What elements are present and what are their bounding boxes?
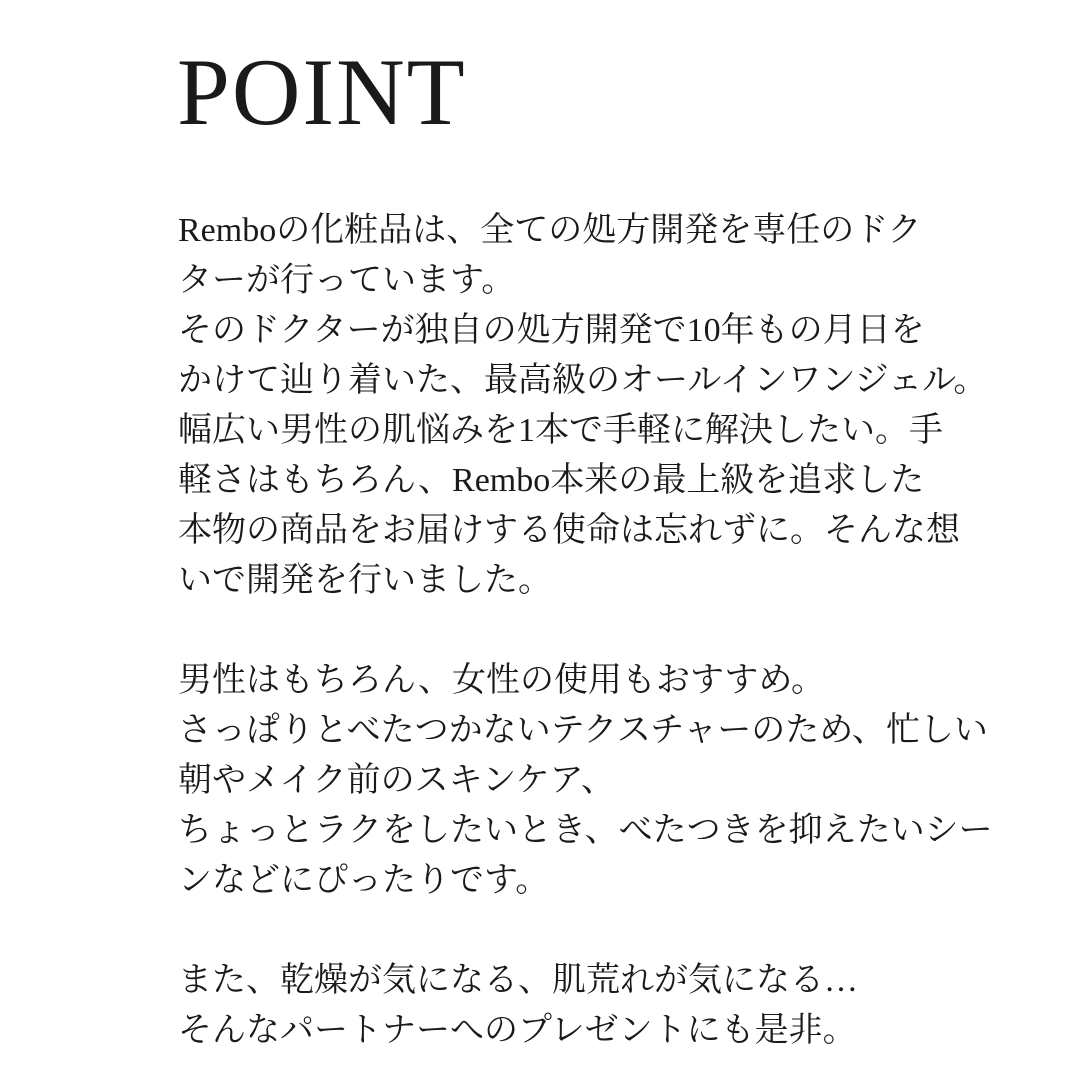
text-line: かけて辿り着いた、最高級のオールインワンジェル。 xyxy=(178,362,988,399)
text-line: Remboの化粧品は、全ての処方開発を専任のドク xyxy=(178,212,922,249)
description-body xyxy=(178,206,993,1056)
page-title: POINT xyxy=(177,39,467,145)
text-line: 朝やメイク前のスキンケア、 xyxy=(178,762,615,799)
paragraph-development-story xyxy=(178,206,988,606)
text-line: そのドクターが独自の処方開発で10年もの月日を xyxy=(178,312,925,349)
text-line: また、乾燥が気になる、肌荒れが気になる… xyxy=(178,962,858,999)
text-line: さっぱりとべたつかないテクスチャーのため、忙しい xyxy=(178,712,988,749)
text-line: ンなどにぴったりです。 xyxy=(178,862,550,899)
text-line: 軽さはもちろん、Rembo本来の最上級を追求した xyxy=(178,462,925,499)
paragraph-recommended-use xyxy=(178,656,993,906)
text-line: ちょっとラクをしたいとき、べたつきを抑えたいシー xyxy=(178,812,993,849)
text-line: ターが行っています。 xyxy=(178,262,516,299)
text-line: 本物の商品をお届けする使命は忘れずに。そんな想 xyxy=(178,512,960,549)
text-line: 男性はもちろん、女性の使用もおすすめ。 xyxy=(178,662,826,699)
text-line: 幅広い男性の肌悩みを1本で手軽に解決したい。手 xyxy=(178,412,943,449)
text-line: いで開発を行いました。 xyxy=(178,562,552,599)
text-line: そんなパートナーへのプレゼントにも是非。 xyxy=(178,1012,857,1049)
paragraph-gift-suggestion xyxy=(178,956,938,1056)
